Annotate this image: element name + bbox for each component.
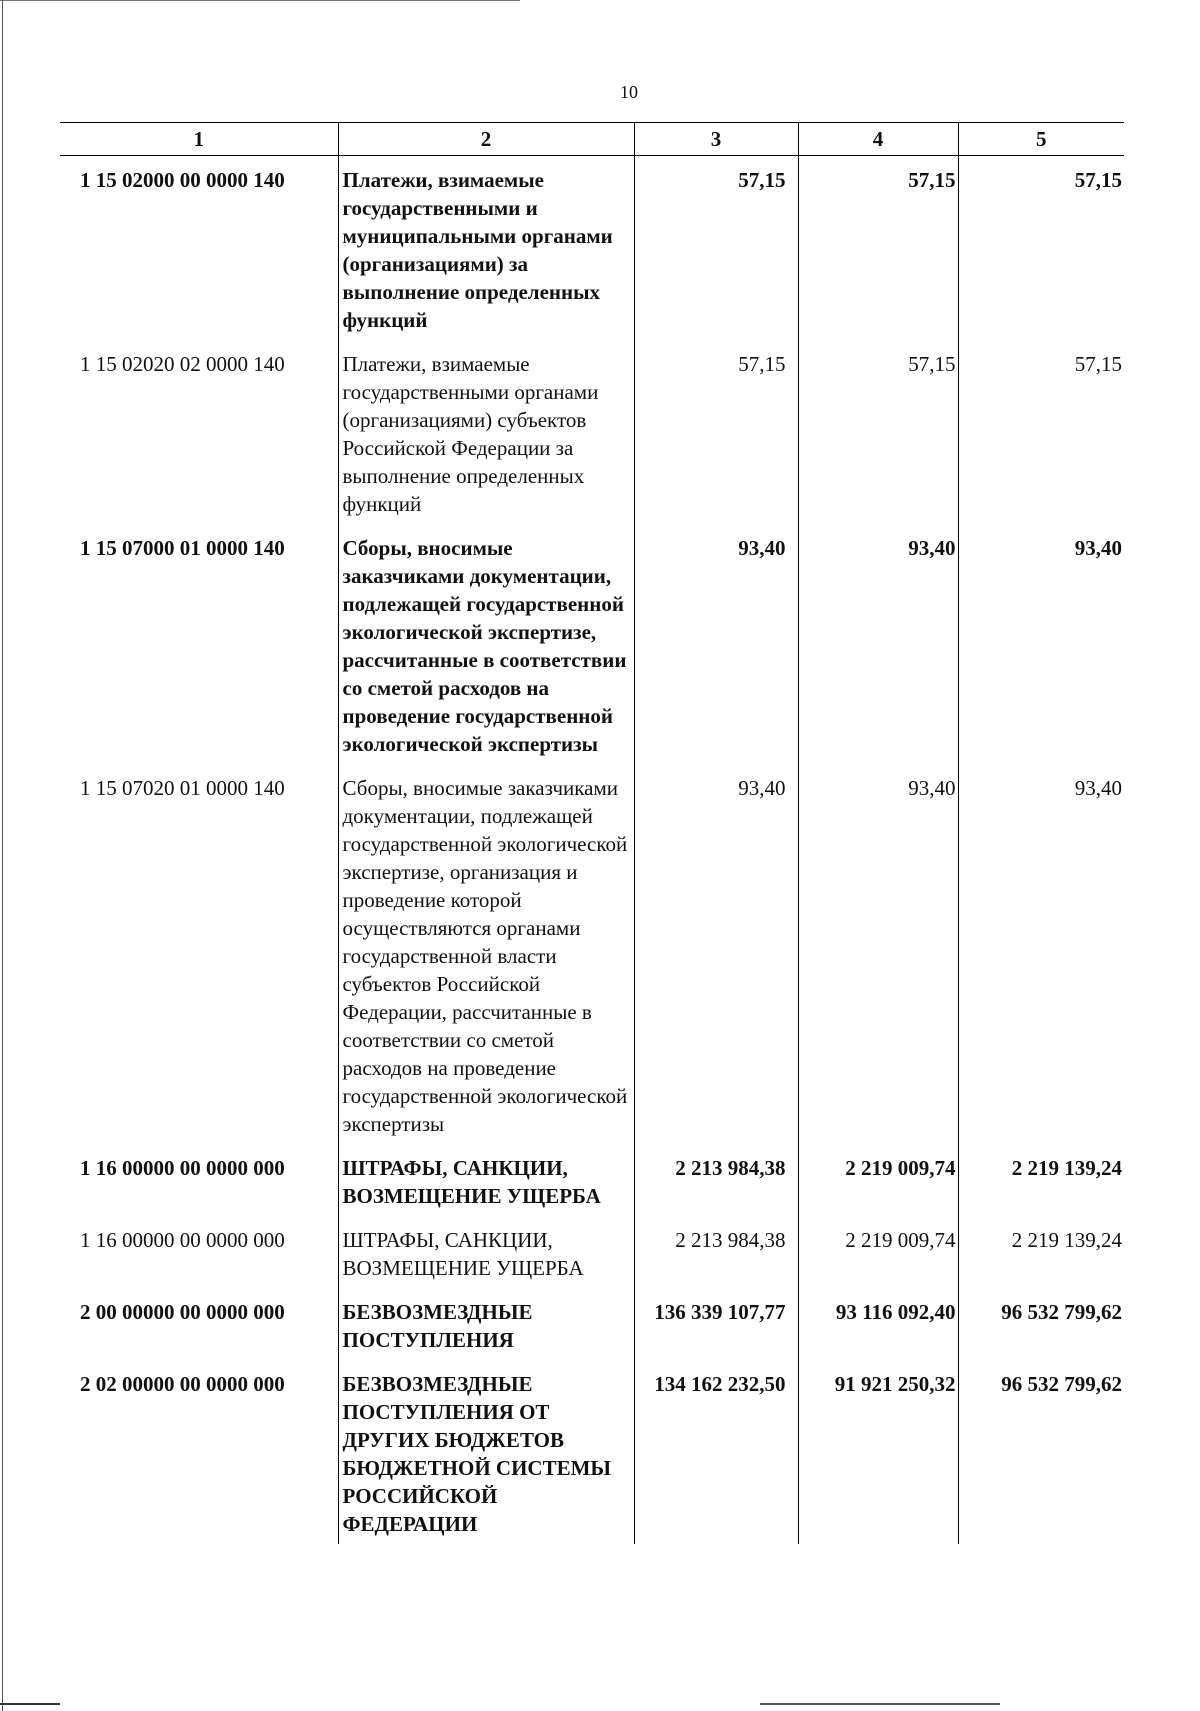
name-cell: Сборы, вносимые заказчиками документации, подлежащей государственной экологической экспертизе, организация и проведение которой осуществляются органами государственной власти субъектов Российской Федерации, рассчитанные в соответствии со сметой расходов на проведение государственной экологической экспертизы [338,764,634,1144]
code-cell: 1 15 02020 02 0000 140 [80,352,285,376]
name-cell: Платежи, взимаемые государственными и муниципальными органами (организациями) за выполнение определенных функций [338,156,634,341]
column-header-year-2: 4 [798,123,958,156]
scan-top-edge [0,0,520,1]
value-cell-year-2: 93,40 [798,764,958,1144]
value-cell-year-1: 136 339 107,77 [634,1288,798,1360]
code-cell: 1 15 07020 01 0000 140 [80,776,285,800]
name-cell: Сборы, вносимые заказчиками документации, подлежащей государственной экологической экспертизе, рассчитанные в соответствии со сметой расходов на проведение государственной экологической экспертизы [338,524,634,764]
column-header-name: 2 [338,123,634,156]
table-row [60,764,1124,1144]
value-cell-year-3: 57,15 [958,156,1124,341]
value-cell-year-1: 2 213 984,38 [634,1216,798,1288]
table-row [60,1216,1124,1288]
value-cell-year-1: 93,40 [634,524,798,764]
value-cell-year-2: 2 219 009,74 [798,1144,958,1216]
column-header-year-1: 3 [634,123,798,156]
value-cell-year-3: 96 532 799,62 [958,1360,1124,1544]
value-cell-year-3: 2 219 139,24 [958,1216,1124,1288]
table-header-row [60,123,1124,156]
column-header-year-3: 5 [958,123,1124,156]
value-cell-year-3: 57,15 [958,340,1124,524]
name-cell: ШТРАФЫ, САНКЦИИ, ВОЗМЕЩЕНИЕ УЩЕРБА [338,1144,634,1216]
table-row [60,1288,1124,1360]
name-cell: Платежи, взимаемые государственными органами (организациями) субъектов Российской Федерации за выполнение определенных функций [338,340,634,524]
table-row [60,524,1124,764]
value-cell-year-1: 134 162 232,50 [634,1360,798,1544]
value-cell-year-1: 57,15 [634,156,798,341]
value-cell-year-2: 93,40 [798,524,958,764]
value-cell-year-2: 2 219 009,74 [798,1216,958,1288]
value-cell-year-3: 93,40 [958,524,1124,764]
value-cell-year-2: 91 921 250,32 [798,1360,958,1544]
table-row [60,1360,1124,1544]
code-cell: 1 15 02000 00 0000 140 [80,168,285,192]
column-header-code: 1 [60,123,338,156]
code-cell: 1 15 07000 01 0000 140 [80,536,285,560]
page-number: 10 [620,82,638,102]
value-cell-year-3: 96 532 799,62 [958,1288,1124,1360]
name-cell: БЕЗВОЗМЕЗДНЫЕ ПОСТУПЛЕНИЯ ОТ ДРУГИХ БЮДЖЕТОВ БЮДЖЕТНОЙ СИСТЕМЫ РОССИЙСКОЙ ФЕДЕРАЦИИ [338,1360,634,1544]
code-cell: 2 00 00000 00 0000 000 [80,1300,285,1324]
value-cell-year-1: 93,40 [634,764,798,1144]
value-cell-year-3: 2 219 139,24 [958,1144,1124,1216]
code-cell: 1 16 00000 00 0000 000 [80,1228,285,1252]
scan-left-edge [2,0,3,1711]
code-cell: 1 16 00000 00 0000 000 [80,1156,285,1180]
budget-revenue-table [60,122,1124,1544]
table-row [60,340,1124,524]
value-cell-year-1: 57,15 [634,340,798,524]
name-cell: БЕЗВОЗМЕЗДНЫЕ ПОСТУПЛЕНИЯ [338,1288,634,1360]
table-row [60,1144,1124,1216]
value-cell-year-3: 93,40 [958,764,1124,1144]
table-row [60,156,1124,341]
value-cell-year-2: 93 116 092,40 [798,1288,958,1360]
value-cell-year-1: 2 213 984,38 [634,1144,798,1216]
code-cell: 2 02 00000 00 0000 000 [80,1372,285,1396]
value-cell-year-2: 57,15 [798,156,958,341]
value-cell-year-2: 57,15 [798,340,958,524]
name-cell: ШТРАФЫ, САНКЦИИ, ВОЗМЕЩЕНИЕ УЩЕРБА [338,1216,634,1288]
scan-bottom-edge [0,1703,1000,1705]
